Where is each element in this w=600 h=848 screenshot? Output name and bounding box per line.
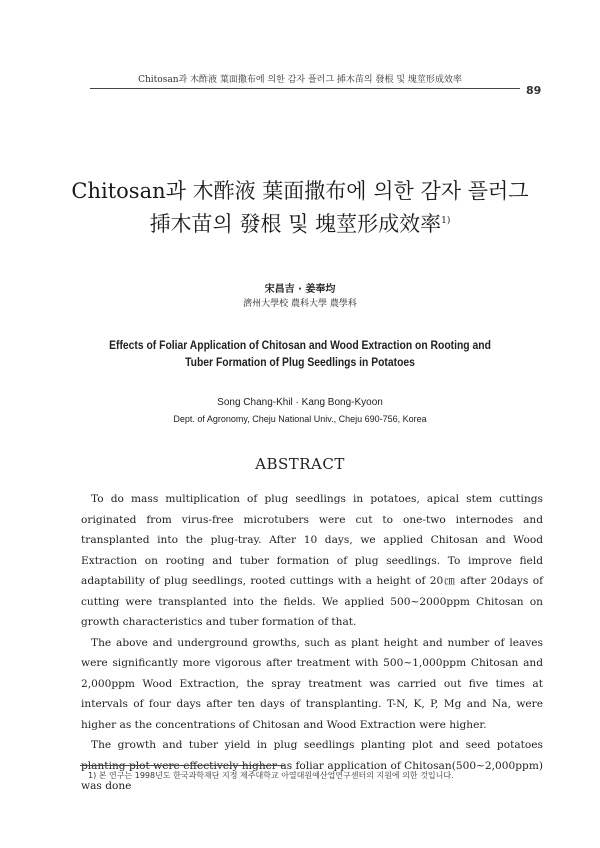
header-rule bbox=[90, 88, 520, 89]
english-authors: Song Chang-Khil · Kang Bong-Kyoon bbox=[217, 397, 383, 408]
abstract-heading: ABSTRACT bbox=[255, 455, 345, 473]
page-number: 89 bbox=[526, 84, 542, 97]
korean-title-line-2 bbox=[0, 206, 600, 239]
abstract-paragraph-1: To do mass multiplication of plug seedlings in potatoes, apical stem cuttings originated from virus-free microtubers were cut to one-two internodes and transplanted into the plug-tray. After 10 days, we applied Chitosan and Wood Extraction on rooting and tuber formation of plug seedlings. To improve field adaptability of plug seedlings, rooted cuttings with a height of 20㎝ after 20days of cutting were transplanted into the fields. We applied 500~2000ppm Chitosan on growth characteristics and tuber formation of that. bbox=[81, 493, 543, 628]
footnote: 1) 본 연구는 1998년도 한국과학재단 지정 제주대학교 아열대원예산업연구센터의 지원에 의한 것입니다. bbox=[88, 771, 454, 780]
korean-affiliation: 濟州大學校 農科大學 農學科 bbox=[243, 299, 357, 309]
korean-title bbox=[0, 176, 600, 239]
abstract-paragraph-3: The growth and tuber yield in plug seedlings planting plot and seed potatoes planting plot were effectively higher as foliar application of Chitosan(500~2,000ppm) was done bbox=[81, 739, 543, 792]
korean-title-line-1: Chitosan과 木酢液 葉面撒布에 의한 감자 플러그 bbox=[71, 179, 529, 203]
abstract-body bbox=[81, 489, 543, 797]
abstract-paragraph-2: The above and underground growths, such as plant height and number of leaves were significantly more vigorous after treatment with 500~1,000ppm Chitosan and 2,000ppm Wood Extraction, the spray treatment was carried out five times at intervals of four days after ten days of transplanting. T-N, K, P, Mg and Na, were higher as the concentrations of Chitosan and Wood Extraction were higher. bbox=[81, 636, 543, 731]
title-footnote-mark: 1) bbox=[441, 216, 451, 226]
running-header: Chitosan과 木酢液 葉面撒布에 의한 감자 플러그 揷木苗의 發根 및 塊莖形成效率 bbox=[138, 75, 462, 85]
korean-title-line-2-text: 揷木苗의 發根 및 塊莖形成效率 bbox=[149, 212, 442, 236]
english-title-line-2: Tuber Formation of Plug Seedlings in Potatoes bbox=[185, 357, 415, 369]
korean-authors: 宋昌吉 · 姜奉均 bbox=[264, 284, 336, 295]
english-title bbox=[30, 338, 570, 372]
english-affiliation: Dept. of Agronomy, Cheju National Univ., Cheju 690-756, Korea bbox=[173, 414, 427, 424]
footnote-rule bbox=[80, 765, 285, 766]
english-title-line-1: Effects of Foliar Application of Chitosan and Wood Extraction on Rooting and bbox=[109, 340, 491, 352]
